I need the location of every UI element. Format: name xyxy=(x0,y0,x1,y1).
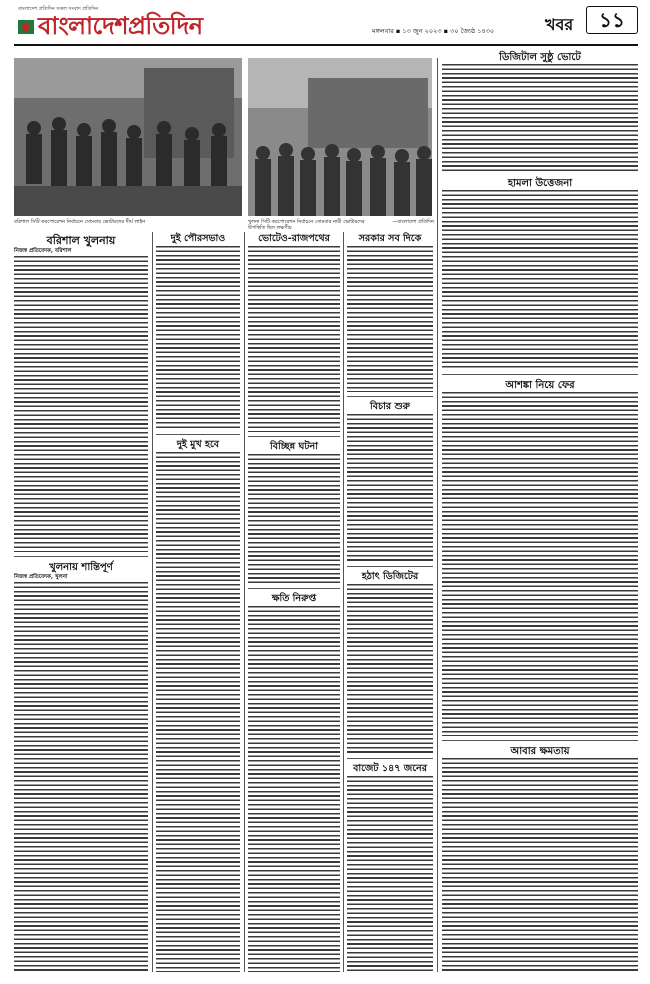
date-line: মঙ্গলবার ▪ ১৩ জুন ২০২৩ ▪ ৩০ জ্যৈষ্ঠ ১৪৩০ xyxy=(372,27,495,35)
byline-khulna: নিজস্ব প্রতিবেদক, খুলনা xyxy=(14,574,68,580)
section-rule xyxy=(347,758,433,759)
section-rule xyxy=(14,556,148,557)
column-divider xyxy=(437,58,438,972)
headline-government[interactable]: সরকার সব দিকে xyxy=(358,233,422,244)
section-rule xyxy=(442,740,638,741)
photo-khulna-image xyxy=(248,58,432,216)
headline-kshoti[interactable]: ক্ষতি নিরুপ্ত xyxy=(271,593,317,604)
article-body xyxy=(347,246,433,392)
article-body xyxy=(248,606,340,972)
masthead-tagline: বাংলাদেশ প্রতিদিন সকল সংবাদ প্রতিদিন xyxy=(18,6,99,12)
headline-two-mukh[interactable]: দুই মুখ হবে xyxy=(176,439,220,450)
masthead-rule xyxy=(14,44,638,46)
article-body xyxy=(14,256,148,552)
headline-two-mayors[interactable]: দুই পৌরসভাও xyxy=(170,233,226,244)
section-rule xyxy=(347,396,433,397)
section-rule xyxy=(347,566,433,567)
photo-right-caption: খুলনা সিটি করপোরেশন নির্বাচনে সোমবার নারী ভোটারদের উপস্থিতি ছিল লক্ষণীয় xyxy=(248,219,365,231)
headline-budget[interactable]: বাজেট ১৪৭ জনের xyxy=(353,763,427,774)
section-rule xyxy=(442,374,638,375)
headline-abar[interactable]: আবার ক্ষমতায় xyxy=(510,746,570,757)
article-body xyxy=(248,454,340,584)
headline-hotat[interactable]: হঠাৎ ডিজিটের xyxy=(361,571,419,582)
photo-barishal-voters xyxy=(14,58,242,216)
headline-hamla[interactable]: হামলা উত্তেজনা xyxy=(507,178,573,189)
headline-bichhinno[interactable]: বিচ্ছিন্ন ঘটনা xyxy=(270,441,318,452)
logo-emblem-icon xyxy=(18,20,34,34)
headline-barishal[interactable]: বরিশাল খুলনায় xyxy=(46,234,116,247)
article-body xyxy=(156,246,240,430)
photo-barishal-image xyxy=(14,58,242,216)
photo-khulna-voters xyxy=(248,58,432,216)
article-body xyxy=(347,414,433,562)
section-title: খবর xyxy=(545,15,574,34)
section-rule xyxy=(248,436,340,437)
headline-khulna-peaceful[interactable]: খুলনায় শান্তিপূর্ণ xyxy=(49,562,113,573)
headline-voting[interactable]: ভোটেও-রাজপথের xyxy=(258,233,330,244)
article-body xyxy=(248,246,340,432)
logo-text: বাংলাদেশপ্রতিদিন xyxy=(38,12,203,40)
column-divider xyxy=(152,232,153,972)
column-divider xyxy=(244,232,245,972)
article-body xyxy=(14,582,148,972)
photo-credit: —বাংলাদেশ প্রতিদিন xyxy=(392,219,434,225)
photo-left-caption: বরিশাল সিটি করপোরেশন নির্বাচনে সোমবার ভোটারদের দীর্ঘ লাইন xyxy=(14,219,146,225)
page-number: ১১ xyxy=(586,6,638,34)
headline-digital[interactable]: ডিজিটাল সুষ্ঠু ভোটে xyxy=(499,52,581,63)
article-body xyxy=(442,64,638,172)
newspaper-logo[interactable] xyxy=(18,8,203,40)
headline-bichar[interactable]: বিচার শুরু xyxy=(370,401,410,412)
article-body xyxy=(347,776,433,972)
section-rule xyxy=(156,434,240,435)
article-body xyxy=(347,584,433,754)
article-body xyxy=(442,758,638,972)
article-body xyxy=(156,452,240,972)
article-body xyxy=(442,392,638,736)
headline-ashonka[interactable]: আশঙ্কা নিয়ে ফের xyxy=(505,380,575,391)
column-divider xyxy=(343,232,344,972)
section-rule xyxy=(248,588,340,589)
article-body xyxy=(442,190,638,370)
byline-barishal: নিজস্ব প্রতিবেদক, বরিশাল xyxy=(14,248,72,254)
